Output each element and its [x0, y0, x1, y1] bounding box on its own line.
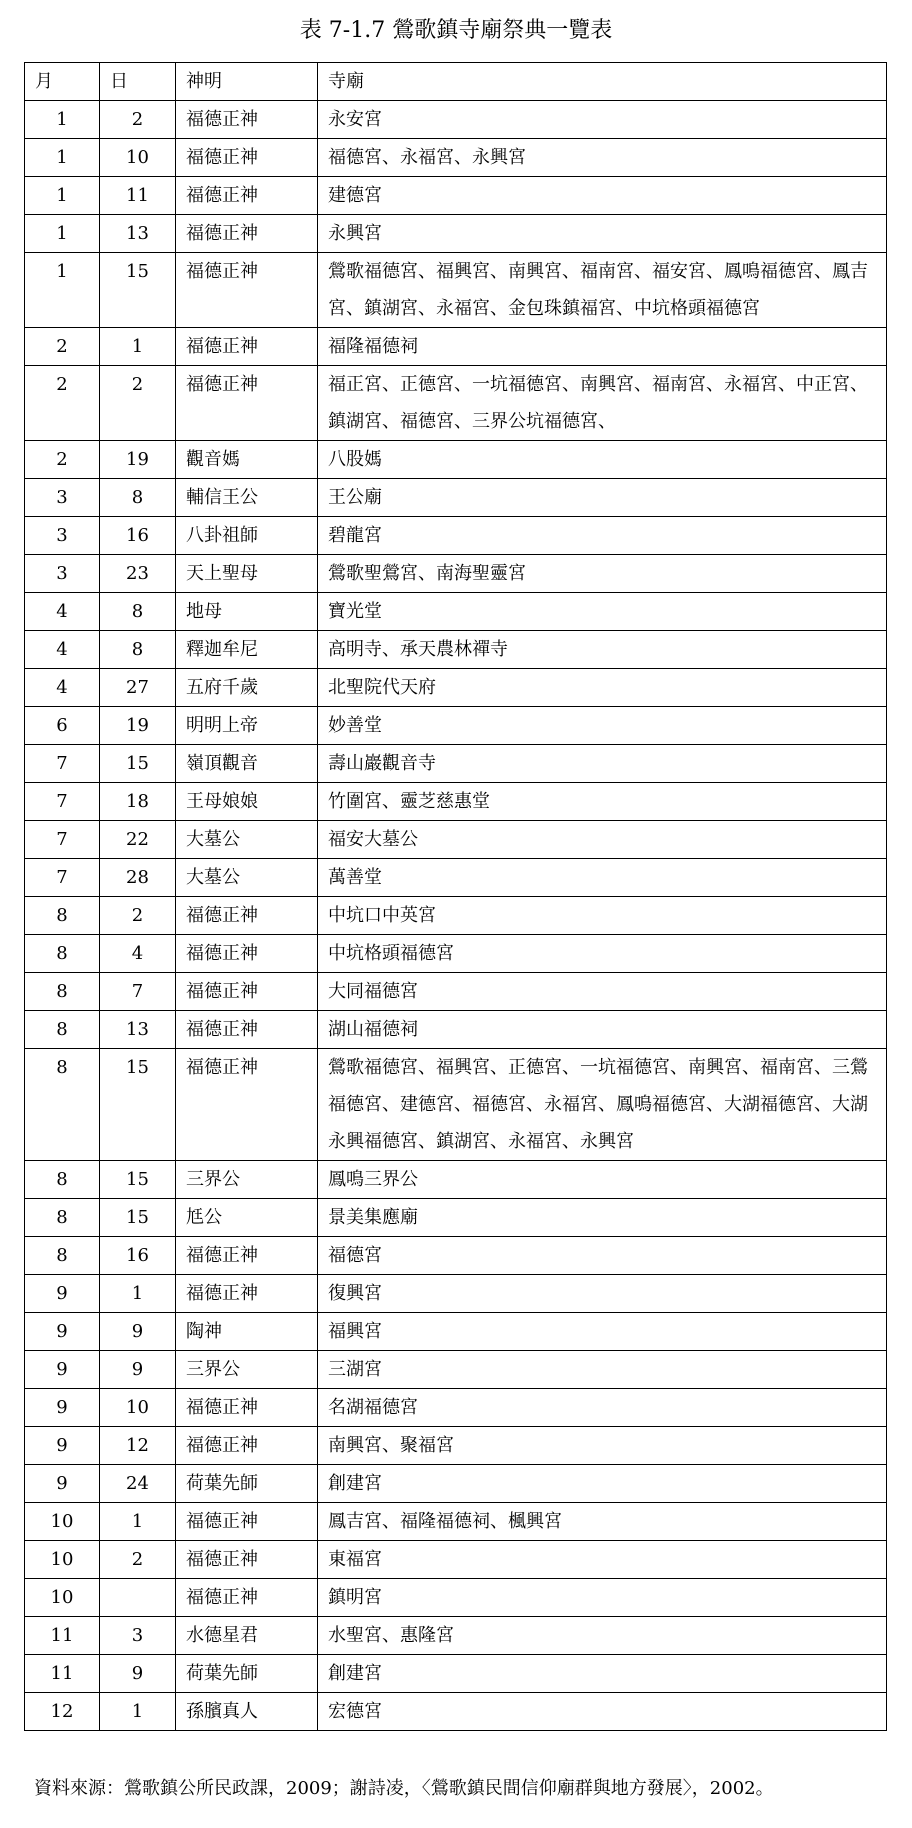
cell-deity: 五府千歲 [176, 669, 318, 707]
table-row [25, 631, 887, 669]
cell-day: 4 [100, 935, 176, 973]
cell-month: 8 [25, 1049, 100, 1161]
cell-temples: 壽山巖觀音寺 [318, 745, 887, 783]
header-deity: 神明 [176, 63, 318, 101]
cell-temples: 南興宮、聚福宮 [318, 1427, 887, 1465]
cell-deity: 福德正神 [176, 1275, 318, 1313]
cell-temples: 王公廟 [318, 479, 887, 517]
cell-deity: 輔信王公 [176, 479, 318, 517]
cell-month: 12 [25, 1693, 100, 1731]
cell-day: 24 [100, 1465, 176, 1503]
cell-temples: 竹圍宮、靈芝慈惠堂 [318, 783, 887, 821]
cell-day: 1 [100, 328, 176, 366]
cell-deity: 大墓公 [176, 821, 318, 859]
cell-month: 11 [25, 1617, 100, 1655]
cell-day: 2 [100, 101, 176, 139]
table-row [25, 441, 887, 479]
table-row [25, 973, 887, 1011]
cell-month: 3 [25, 517, 100, 555]
table-row [25, 215, 887, 253]
cell-month: 2 [25, 366, 100, 441]
cell-deity: 福德正神 [176, 101, 318, 139]
table-row [25, 1427, 887, 1465]
table-title: 表 7-1.7 鶯歌鎮寺廟祭典一覽表 [299, 18, 613, 43]
cell-day: 13 [100, 1011, 176, 1049]
cell-day: 15 [100, 1199, 176, 1237]
cell-day: 15 [100, 1049, 176, 1161]
cell-day: 13 [100, 215, 176, 253]
cell-day: 2 [100, 897, 176, 935]
cell-temples: 中坑口中英宮 [318, 897, 887, 935]
cell-month: 3 [25, 555, 100, 593]
cell-deity: 荷葉先師 [176, 1655, 318, 1693]
cell-deity: 福德正神 [176, 1011, 318, 1049]
cell-month: 8 [25, 935, 100, 973]
temple-festival-table [24, 62, 887, 1731]
cell-month: 10 [25, 1541, 100, 1579]
cell-temples: 福安大墓公 [318, 821, 887, 859]
cell-month: 7 [25, 783, 100, 821]
table-row [25, 1465, 887, 1503]
table-row [25, 1161, 887, 1199]
cell-deity: 水德星君 [176, 1617, 318, 1655]
cell-month: 1 [25, 253, 100, 328]
cell-month: 4 [25, 593, 100, 631]
cell-temples: 福隆福德祠 [318, 328, 887, 366]
cell-deity: 大墓公 [176, 859, 318, 897]
cell-deity: 福德正神 [176, 1427, 318, 1465]
cell-temples: 高明寺、承天農林禪寺 [318, 631, 887, 669]
cell-day: 22 [100, 821, 176, 859]
cell-month: 8 [25, 1237, 100, 1275]
table-row [25, 707, 887, 745]
table-row [25, 821, 887, 859]
table-row [25, 366, 887, 441]
cell-month: 8 [25, 1161, 100, 1199]
cell-temples: 鶯歌聖鶯宮、南海聖靈宮 [318, 555, 887, 593]
cell-day: 19 [100, 441, 176, 479]
cell-day: 8 [100, 593, 176, 631]
cell-temples: 建德宮 [318, 177, 887, 215]
cell-day: 19 [100, 707, 176, 745]
cell-month: 8 [25, 973, 100, 1011]
table-row [25, 593, 887, 631]
cell-month: 4 [25, 631, 100, 669]
cell-deity: 明明上帝 [176, 707, 318, 745]
cell-deity: 觀音媽 [176, 441, 318, 479]
cell-day: 9 [100, 1655, 176, 1693]
cell-day: 3 [100, 1617, 176, 1655]
cell-month: 9 [25, 1465, 100, 1503]
cell-temples: 景美集應廟 [318, 1199, 887, 1237]
cell-deity: 福德正神 [176, 1237, 318, 1275]
cell-day: 9 [100, 1313, 176, 1351]
cell-deity: 福德正神 [176, 1049, 318, 1161]
table-header-row [25, 63, 887, 101]
table-row [25, 139, 887, 177]
table-row [25, 1541, 887, 1579]
cell-deity: 福德正神 [176, 1579, 318, 1617]
cell-deity: 三界公 [176, 1161, 318, 1199]
cell-month: 7 [25, 745, 100, 783]
cell-month: 9 [25, 1351, 100, 1389]
table-row [25, 101, 887, 139]
cell-deity: 王母娘娘 [176, 783, 318, 821]
cell-temples: 復興宮 [318, 1275, 887, 1313]
cell-temples: 福興宮 [318, 1313, 887, 1351]
cell-deity: 福德正神 [176, 177, 318, 215]
cell-temples: 福正宮、正德宮、一坑福德宮、南興宮、福南宮、永福宮、中正宮、鎮湖宮、福德宮、三界公坑福德宮、 [318, 366, 887, 441]
cell-deity: 福德正神 [176, 139, 318, 177]
cell-month: 9 [25, 1275, 100, 1313]
header-temple: 寺廟 [318, 63, 887, 101]
cell-month: 10 [25, 1579, 100, 1617]
cell-day [100, 1579, 176, 1617]
cell-month: 9 [25, 1313, 100, 1351]
table-row [25, 1351, 887, 1389]
cell-deity: 福德正神 [176, 1389, 318, 1427]
table-row [25, 479, 887, 517]
table-row [25, 783, 887, 821]
cell-month: 1 [25, 215, 100, 253]
cell-month: 9 [25, 1427, 100, 1465]
header-day: 日 [100, 63, 176, 101]
cell-deity: 福德正神 [176, 897, 318, 935]
cell-day: 1 [100, 1275, 176, 1313]
cell-day: 15 [100, 253, 176, 328]
cell-day: 16 [100, 1237, 176, 1275]
cell-day: 2 [100, 366, 176, 441]
cell-deity: 三界公 [176, 1351, 318, 1389]
cell-day: 27 [100, 669, 176, 707]
cell-deity: 嶺頂觀音 [176, 745, 318, 783]
cell-day: 11 [100, 177, 176, 215]
cell-day: 8 [100, 631, 176, 669]
cell-temples: 福德宮、永福宮、永興宮 [318, 139, 887, 177]
table-row [25, 1655, 887, 1693]
table-row [25, 1617, 887, 1655]
table-row [25, 1275, 887, 1313]
cell-deity: 福德正神 [176, 1541, 318, 1579]
cell-month: 7 [25, 821, 100, 859]
cell-temples: 鳳吉宮、福隆福德祠、楓興宮 [318, 1503, 887, 1541]
cell-day: 15 [100, 745, 176, 783]
cell-temples: 妙善堂 [318, 707, 887, 745]
cell-month: 1 [25, 177, 100, 215]
cell-day: 16 [100, 517, 176, 555]
cell-day: 23 [100, 555, 176, 593]
cell-temples: 鳳鳴三界公 [318, 1161, 887, 1199]
cell-month: 10 [25, 1503, 100, 1541]
table-row [25, 859, 887, 897]
cell-temples: 北聖院代天府 [318, 669, 887, 707]
cell-day: 1 [100, 1503, 176, 1541]
table-row [25, 1049, 887, 1161]
cell-month: 1 [25, 139, 100, 177]
cell-temples: 中坑格頭福德宮 [318, 935, 887, 973]
table-row [25, 1313, 887, 1351]
cell-deity: 福德正神 [176, 253, 318, 328]
table-row [25, 253, 887, 328]
table-row [25, 1199, 887, 1237]
cell-month: 2 [25, 441, 100, 479]
cell-temples: 寶光堂 [318, 593, 887, 631]
header-month: 月 [25, 63, 100, 101]
cell-temples: 三湖宮 [318, 1351, 887, 1389]
table-row [25, 1693, 887, 1731]
cell-temples: 永興宮 [318, 215, 887, 253]
cell-month: 9 [25, 1389, 100, 1427]
cell-month: 8 [25, 1011, 100, 1049]
cell-deity: 陶神 [176, 1313, 318, 1351]
table-row [25, 517, 887, 555]
cell-day: 2 [100, 1541, 176, 1579]
cell-day: 10 [100, 1389, 176, 1427]
cell-deity: 福德正神 [176, 215, 318, 253]
cell-temples: 八股媽 [318, 441, 887, 479]
cell-month: 4 [25, 669, 100, 707]
cell-deity: 釋迦牟尼 [176, 631, 318, 669]
cell-day: 10 [100, 139, 176, 177]
cell-temples: 碧龍宮 [318, 517, 887, 555]
cell-day: 18 [100, 783, 176, 821]
cell-deity: 荷葉先師 [176, 1465, 318, 1503]
cell-day: 12 [100, 1427, 176, 1465]
cell-deity: 福德正神 [176, 1503, 318, 1541]
cell-temples: 宏德宮 [318, 1693, 887, 1731]
table-row [25, 1237, 887, 1275]
table-row [25, 669, 887, 707]
cell-month: 11 [25, 1655, 100, 1693]
cell-deity: 福德正神 [176, 328, 318, 366]
cell-temples: 水聖宮、惠隆宮 [318, 1617, 887, 1655]
cell-month: 7 [25, 859, 100, 897]
table-row [25, 935, 887, 973]
cell-temples: 創建宮 [318, 1655, 887, 1693]
cell-deity: 孫臏真人 [176, 1693, 318, 1731]
cell-temples: 大同福德宮 [318, 973, 887, 1011]
cell-month: 8 [25, 1199, 100, 1237]
cell-deity: 尪公 [176, 1199, 318, 1237]
cell-temples: 湖山福德祠 [318, 1011, 887, 1049]
cell-day: 8 [100, 479, 176, 517]
cell-day: 1 [100, 1693, 176, 1731]
cell-deity: 福德正神 [176, 935, 318, 973]
cell-temples: 萬善堂 [318, 859, 887, 897]
cell-deity: 福德正神 [176, 366, 318, 441]
cell-temples: 名湖福德宮 [318, 1389, 887, 1427]
table-row [25, 1389, 887, 1427]
cell-month: 1 [25, 101, 100, 139]
cell-deity: 福德正神 [176, 973, 318, 1011]
cell-day: 7 [100, 973, 176, 1011]
cell-month: 3 [25, 479, 100, 517]
cell-month: 2 [25, 328, 100, 366]
table-row [25, 328, 887, 366]
source-note: 資料來源：鶯歌鎮公所民政課，2009；謝詩凌，〈鶯歌鎮民間信仰廟群與地方發展〉，2002。 [34, 1778, 774, 1799]
table-row [25, 177, 887, 215]
table-row [25, 555, 887, 593]
cell-day: 9 [100, 1351, 176, 1389]
table-row [25, 897, 887, 935]
cell-deity: 天上聖母 [176, 555, 318, 593]
cell-deity: 地母 [176, 593, 318, 631]
cell-month: 6 [25, 707, 100, 745]
cell-temples: 創建宮 [318, 1465, 887, 1503]
cell-temples: 永安宮 [318, 101, 887, 139]
table-row [25, 1503, 887, 1541]
cell-day: 28 [100, 859, 176, 897]
cell-month: 8 [25, 897, 100, 935]
cell-temples: 鎮明宮 [318, 1579, 887, 1617]
cell-day: 15 [100, 1161, 176, 1199]
cell-temples: 鶯歌福德宮、福興宮、南興宮、福南宮、福安宮、鳳鳴福德宮、鳳吉宮、鎮湖宮、永福宮、金包珠鎮福宮、中坑格頭福德宮 [318, 253, 887, 328]
cell-temples: 福德宮 [318, 1237, 887, 1275]
cell-temples: 東福宮 [318, 1541, 887, 1579]
table-row [25, 1011, 887, 1049]
cell-temples: 鶯歌福德宮、福興宮、正德宮、一坑福德宮、南興宮、福南宮、三鶯福德宮、建德宮、福德宮、永福宮、鳳鳴福德宮、大湖福德宮、大湖永興福德宮、鎮湖宮、永福宮、永興宮 [318, 1049, 887, 1161]
table-row [25, 1579, 887, 1617]
table-row [25, 745, 887, 783]
cell-deity: 八卦祖師 [176, 517, 318, 555]
